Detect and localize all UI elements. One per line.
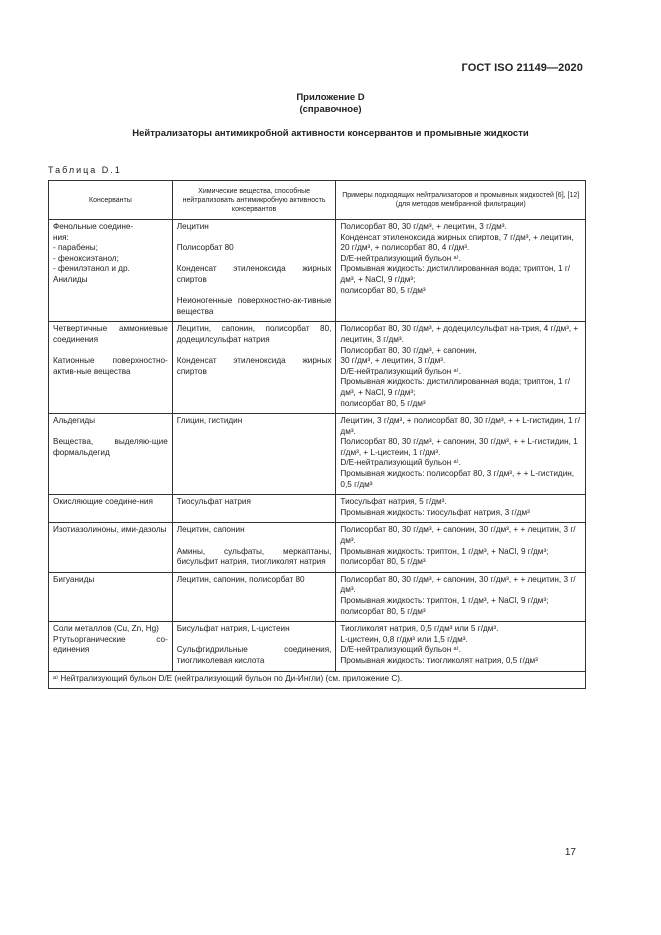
cell-examples [336,495,586,523]
table-row [49,220,586,322]
cell-line: Промывная жидкость: триптон, 1 г/дм³, + NaCl, 9 г/дм³; полисорбат 80, 5 г/дм³ [340,546,549,567]
cell-examples [336,622,586,671]
cell-line: Полисорбат 80, 30 г/дм³, + лецитин, 3 г/дм³. [340,222,507,231]
cell-line: D/E-нейтрализующий бульон ᵃ⁾. [340,366,461,376]
page-number: 17 [564,847,576,858]
cell-line: Лецитин, 3 г/дм³, + полисорбат 80, 30 г/дм³, + + L-гистидин, 1 г/дм³. [340,416,581,436]
cell-preservative [49,220,173,322]
cell-line: Полисорбат 80, 30 г/дм³, + сапонин, 30 г/дм³, + + L-гистидин, 1 г/дм³, + L-цистеин, 1 г/дм³. [340,437,578,457]
cell-line: Промывная жидкость: полисорбат 80, 3 г/дм³, + + L-гистидин, 0,5 г/дм³ [340,469,575,489]
cell-line: Окисляющие соедине-ния [53,497,153,507]
footnote-row [49,671,586,689]
cell-examples [336,572,586,621]
cell-line: Ртутьорганические со-единения [53,634,168,655]
cell-line: D/E-нейтрализующий бульон ᵃ⁾. [340,458,461,468]
table-d1 [48,180,586,689]
paragraph-gap [177,346,332,357]
cell-chemicals [172,322,336,414]
cell-line: L-цистеин, 0,8 г/дм³ или 1,5 г/дм³. [340,634,468,644]
cell-line: Тиогликолят натрия, 0,5 г/дм³ или 5 г/дм³. [340,624,499,634]
cell-line: - парабены; [53,243,98,253]
cell-chemicals [172,495,336,523]
cell-line: Изотиазолиноны, ими-дазолы [53,525,167,535]
cell-chemicals [172,622,336,671]
cell-line: Полисорбат 80, 30 г/дм³, + сапонин, [340,345,477,355]
table-row [49,622,586,671]
cell-line: Вещества, выделяю-щие формальдегид [53,437,168,457]
cell-chemicals [172,220,336,322]
column-header-chemicals: Химические вещества, способные нейтрализовать антимикробную активность консервантов [172,181,336,220]
cell-preservative [49,495,173,523]
cell-line: Полисорбат 80, 30 г/дм³, + сапонин, 30 г/дм³, + + лецитин, 3 г/дм³. [340,525,576,546]
standard-code: ГОСТ ISO 21149—2020 [461,62,583,74]
paragraph-gap [177,233,332,244]
cell-line: Амины, сульфаты, меркаптаны, бисульфит натрия, тиогликолят натрия [176,546,332,567]
cell-line: Катионные поверхностно-актив-ные вещества [53,356,168,376]
cell-line: ния: [53,232,69,242]
cell-line: Промывная жидкость: тиосульфат натрия, 3 г/дм³ [340,507,530,517]
cell-line: Лецитин, сапонин, полисорбат 80, додецилсульфат натрия [176,324,332,344]
paragraph-gap [53,346,168,357]
cell-line: Альдегиды [53,416,96,426]
cell-line: Фенольные соедине- [53,222,134,231]
annex-title: Приложение D [296,92,365,103]
table-header-row [49,181,586,220]
cell-line: Сульфгидрильные соединения, тиогликолевая кислота [176,645,332,665]
cell-line: Неионогенные поверхностно-ак-тивные вещества [176,296,332,316]
table-row [49,495,586,523]
cell-examples [336,220,586,322]
cell-line: Полисорбат 80, 30 г/дм³, + додецилсульфат на-трия, 4 г/дм³, + лецитин, 3 г/дм³. [340,324,579,344]
cell-line: Промывная жидкость: триптон, 1 г/дм³, + NaCl, 9 г/дм³; полисорбат 80, 5 г/дм³ [340,596,549,616]
cell-line: Полисорбат 80, 30 г/дм³, + сапонин, 30 г/дм³, + + лецитин, 3 г/дм³. [340,574,576,595]
cell-line: Четвертичные аммониевые соединения [53,324,168,344]
cell-examples [336,414,586,495]
cell-line: Лецитин, сапонин, полисорбат 80 [176,574,305,584]
cell-line: Соли металлов (Cu, Zn, Hg) [53,624,159,634]
cell-chemicals [172,523,336,572]
cell-line: Бигуаниды [53,574,95,584]
paragraph-gap [177,286,332,297]
table-row [49,414,586,495]
annex-heading [0,92,661,116]
cell-line: Бисульфат натрия, L-цистеин [176,624,290,634]
cell-line: Глицин, гистидин [176,416,243,426]
cell-line: Промывная жидкость: дистиллированная вода; триптон, 1 г/дм³, + NaCl, 9 г/дм³; [340,264,571,284]
column-header-preservatives: Консерванты [49,181,173,220]
cell-line: Промывная жидкость: тиогликолят натрия, 0,5 г/дм³ [340,655,538,665]
cell-line: Конденсат этиленоксида жирных спиртов [176,264,332,284]
paragraph-gap [177,536,332,547]
annex-subtitle: (справочное) [299,104,362,115]
cell-preservative [49,622,173,671]
cell-line: Лецитин [176,222,209,231]
cell-examples [336,523,586,572]
table-caption: Таблица D.1 [48,165,122,175]
cell-line: полисорбат 80, 5 г/дм³ [340,285,426,295]
main-title: Нейтрализаторы антимикробной активности консервантов и промывные жидкости [132,128,529,139]
cell-preservative [49,414,173,495]
cell-line: D/E-нейтрализующий бульон ᵃ⁾. [340,645,461,655]
cell-line: Лецитин, сапонин [176,525,245,535]
cell-preservative [49,523,173,572]
cell-line: Анилиды [53,274,88,284]
cell-preservative [49,572,173,621]
table-footnote: ᵃ⁾ Нейтрализующий бульон D/E (нейтрализующий бульон по Ди-Ингли) (см. приложение С). [49,671,586,689]
cell-line: Тиосульфат натрия, 5 г/дм³. [340,497,447,507]
cell-line: полисорбат 80, 5 г/дм³ [340,398,426,408]
paragraph-gap [53,427,168,438]
cell-line: Тиосульфат натрия [176,497,251,507]
cell-line: Полисорбат 80 [176,243,234,253]
paragraph-gap [177,254,332,265]
cell-line: D/E-нейтрализующий бульон ᵃ⁾. [340,253,461,263]
cell-chemicals [172,414,336,495]
cell-chemicals [172,572,336,621]
cell-line: Конденсат этиленоксида жирных спиртов, 7 г/дм³, + лецитин, 20 г/дм³, + полисорбат 80, 4 г/дм³. [340,232,574,253]
cell-line: 30 г/дм³, + лецитин, 3 г/дм³. [340,356,446,366]
paragraph-gap [177,635,332,646]
table-row [49,523,586,572]
cell-line: Промывная жидкость: дистиллированная вода; триптон, 1 г/дм³, + NaCl, 9 г/дм³; [340,377,571,397]
cell-line: - фенилэтанол и др. [53,264,130,274]
cell-examples [336,322,586,414]
table-row [49,572,586,621]
cell-preservative [49,322,173,414]
cell-line: Конденсат этиленоксида жирных спиртов [176,356,332,376]
table-row [49,322,586,414]
cell-line: - феноксиэтанол; [53,253,119,263]
column-header-examples: Примеры подходящих нейтрализаторов и промывных жидкостей [6], [12] (для методов мембранной фильтрации) [336,181,586,220]
